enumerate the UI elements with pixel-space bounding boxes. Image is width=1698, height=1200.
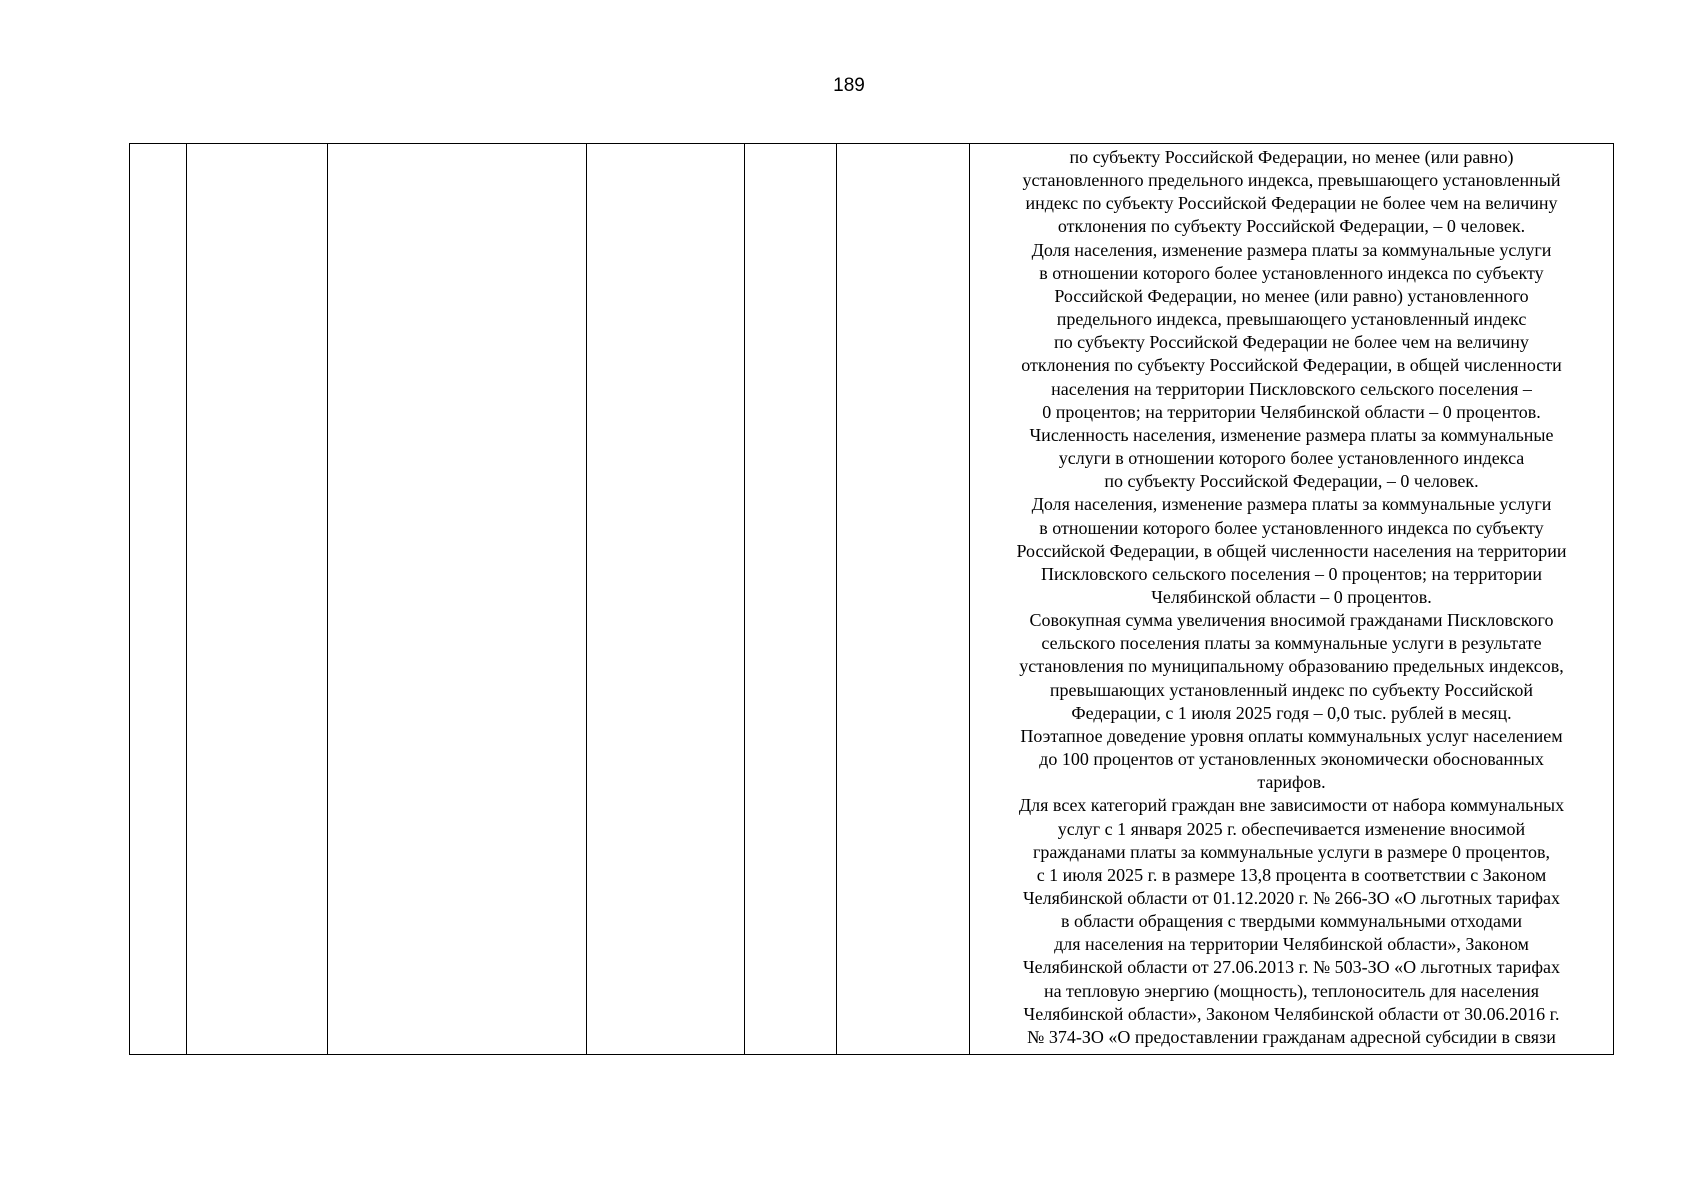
content-line: Челябинской области от 27.06.2013 г. № 503-ЗО «О льготных тарифах bbox=[1022, 957, 1560, 978]
content-text bbox=[970, 144, 1613, 1049]
table-cell-3 bbox=[328, 144, 587, 1055]
content-line: № 374-ЗО «О предоставлении гражданам адресной субсидии в связи bbox=[1027, 1026, 1556, 1047]
content-line: Для всех категорий граждан вне зависимости от набора коммунальных bbox=[1018, 795, 1565, 816]
content-line: Челябинской области – 0 процентов. bbox=[1151, 586, 1432, 607]
content-line: 0 процентов; на территории Челябинской области – 0 процентов. bbox=[1042, 401, 1541, 422]
content-line: с 1 июля 2025 г. в размере 13,8 процента в соответствии с Законом bbox=[1036, 864, 1547, 885]
content-line: отклонения по субъекту Российской Федерации, в общей численности bbox=[1021, 355, 1562, 376]
content-line: отклонения по субъекту Российской Федерации, – 0 человек. bbox=[1057, 216, 1526, 237]
content-line: Пискловского сельского поселения – 0 процентов; на территории bbox=[1041, 563, 1542, 584]
content-line: установленного предельного индекса, превышающего установленный bbox=[1022, 170, 1561, 191]
content-line: услуги в отношении которого более установленного индекса bbox=[1058, 448, 1525, 469]
content-line: Доля населения, изменение размера платы за коммунальные услуги bbox=[1031, 494, 1552, 515]
content-line: тарифов. bbox=[1257, 772, 1326, 793]
table-cell-1 bbox=[130, 144, 187, 1055]
content-line: превышающих установленный индекс по субъекту Российской bbox=[1049, 679, 1534, 700]
content-line: для населения на территории Челябинской области», Законом bbox=[1054, 934, 1529, 955]
content-line: Российской Федерации, но менее (или равно) установленного bbox=[1054, 285, 1529, 306]
table-cell-2 bbox=[187, 144, 328, 1055]
content-line: на тепловую энергию (мощность), теплоноситель для населения bbox=[1043, 980, 1540, 1001]
content-line: Доля населения, изменение размера платы за коммунальные услуги bbox=[1031, 239, 1552, 260]
content-line: услуг с 1 января 2025 г. обеспечивается изменение вносимой bbox=[1057, 818, 1526, 839]
content-line: Челябинской области», Законом Челябинской области от 30.06.2016 г. bbox=[1023, 1003, 1560, 1024]
content-line: в области обращения с твердыми коммунальными отходами bbox=[1060, 911, 1523, 932]
content-line: Численность населения, изменение размера платы за коммунальные bbox=[1029, 424, 1554, 445]
content-line: по субъекту Российской Федерации, но менее (или равно) bbox=[1069, 147, 1514, 167]
content-line: сельского поселения платы за коммунальные услуги в результате bbox=[1041, 633, 1542, 654]
content-line: Челябинской области от 01.12.2020 г. № 266-ЗО «О льготных тарифах bbox=[1022, 888, 1560, 908]
content-line: в отношении которого более установленного индекса по субъекту bbox=[1039, 517, 1544, 538]
table-cell-5 bbox=[745, 144, 837, 1055]
table-cell-6 bbox=[837, 144, 970, 1055]
table-cell-content bbox=[970, 144, 1614, 1055]
content-line: Российской Федерации, в общей численности населения на территории bbox=[1016, 540, 1567, 561]
table-row bbox=[130, 144, 1614, 1055]
content-line: населения на территории Пискловского сельского поселения – bbox=[1051, 378, 1532, 399]
document-table bbox=[129, 143, 1614, 1055]
content-line: индекс по субъекту Российской Федерации не более чем на величину bbox=[1025, 193, 1558, 214]
content-line: в отношении которого более установленного индекса по субъекту bbox=[1039, 262, 1544, 283]
table-cell-4 bbox=[587, 144, 745, 1055]
page-number: 189 bbox=[833, 75, 865, 96]
content-line: гражданами платы за коммунальные услуги в размере 0 процентов, bbox=[1033, 841, 1550, 862]
content-line: Поэтапное доведение уровня оплаты коммунальных услуг населением bbox=[1020, 725, 1563, 746]
content-line: до 100 процентов от установленных экономически обоснованных bbox=[1039, 749, 1544, 770]
content-line: Федерации, с 1 июля 2025 годя – 0,0 тыс. рублей в месяц. bbox=[1071, 702, 1512, 723]
content-line: Совокупная сумма увеличения вносимой гражданами Пискловского bbox=[1029, 610, 1554, 631]
content-line: по субъекту Российской Федерации, – 0 человек. bbox=[1104, 471, 1479, 492]
content-line: по субъекту Российской Федерации не более чем на величину bbox=[1054, 332, 1529, 353]
content-line: предельного индекса, превышающего установленный индекс bbox=[1056, 309, 1527, 330]
content-line: установления по муниципальному образованию предельных индексов, bbox=[1019, 656, 1564, 677]
